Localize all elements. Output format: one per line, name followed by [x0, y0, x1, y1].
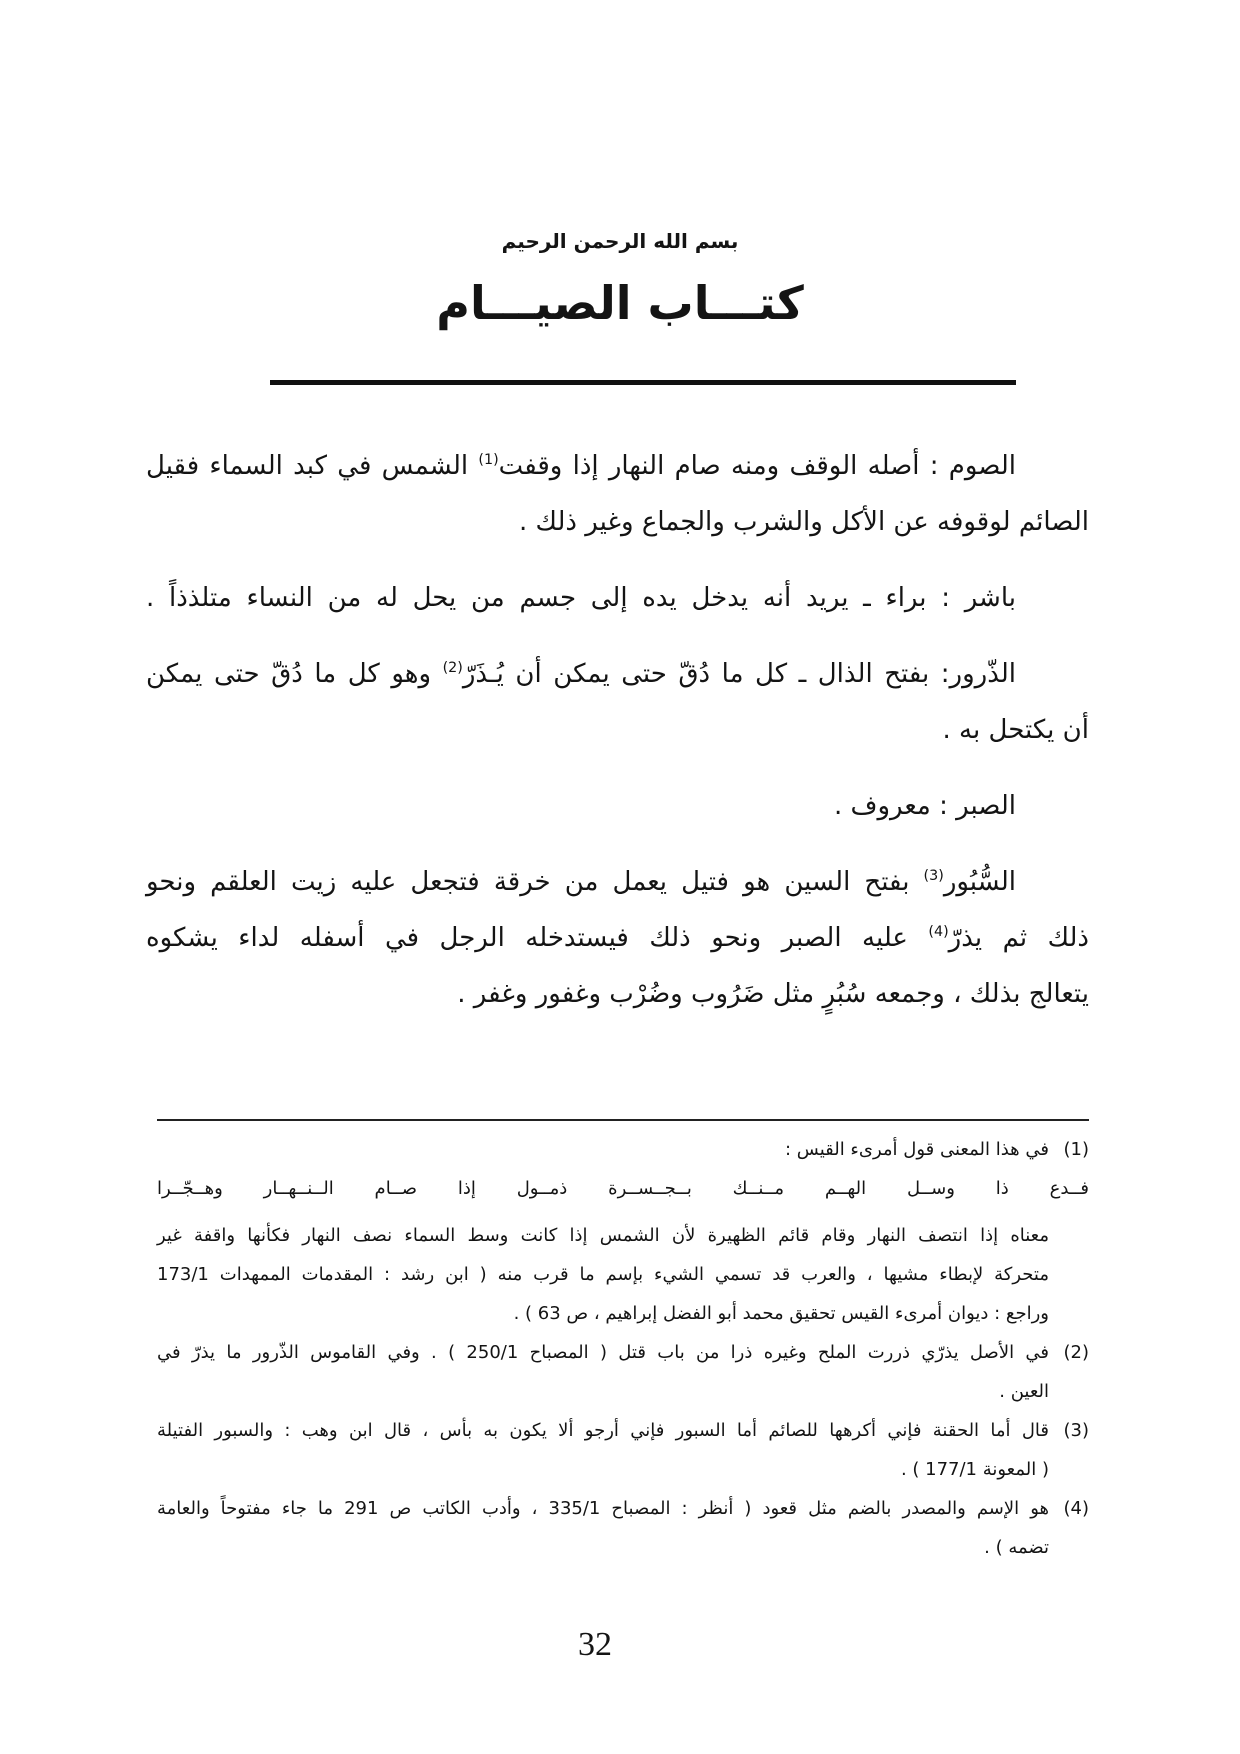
basmala: بسم الله الرحمن الرحيم [501, 229, 739, 253]
text-segment: الشمس في كبد السماء فقيل [146, 451, 479, 481]
footnote-row [157, 1489, 1089, 1567]
text-line: الصبر : معروف . [833, 791, 1016, 821]
footnote-1 [157, 1130, 1089, 1333]
footnote-ref: (1) [478, 452, 499, 468]
footnote-line: في هذا المعنى قول أمرىء القيس : [784, 1139, 1049, 1160]
footnote-row [157, 1411, 1089, 1489]
text-line: باشر : براء ـ يريد أنه يدخل يده إلى جسم من يحل له من النساء متلذذاً . [146, 583, 1016, 613]
footnote-4 [157, 1489, 1089, 1567]
text-segment: الصوم : أصله الوقف ومنه صام النهار إذا وقفت [498, 451, 1016, 481]
footnote-line: العين . [999, 1381, 1049, 1402]
footnote-number: (2) [1063, 1342, 1089, 1363]
page-number: 32 [578, 1626, 612, 1663]
footnote-line: متحركة لإبطاء مشيها ، والعرب قد تسمي الشيء بإسم ما قرب منه ( ابن رشد : المقدمات الممهدات 173/1 [157, 1264, 1049, 1285]
text-segment: السُّبُور [943, 867, 1016, 897]
text-line: الصائم لوقوفه عن الأكل والشرب والجماع وغير ذلك . [519, 507, 1089, 537]
text-line [146, 854, 1089, 910]
text-line: يتعالج بذلك ، وجمعه سُبُرٍ مثل ضَرُوب وضُرْب وغفور وغفر . [457, 979, 1089, 1009]
footnote-2 [157, 1333, 1089, 1411]
text-line [146, 646, 1089, 702]
text-segment: الذّرور: بفتح الذال ـ كل ما دُقّ حتى يمكن أن يُـذَرّ [462, 659, 1016, 689]
footnote-line: في الأصل يذرّي ذررت الملح وغيره ذرا من باب قتل ( المصباح 250/1 ) . وفي القاموس الذّرور ما يذرّ في [157, 1342, 1049, 1363]
text-segment: بفتح السين هو فتيل يعمل من خرقة فتجعل عليه زيت العلقم ونحو [146, 867, 924, 897]
paragraph-sawm [146, 438, 1089, 550]
footnote-line: قال أما الحقنة فإني أكرهها للصائم أما السبور فإني أرجو ألا يكون به بأس ، قال ابن وهب : والسبور الفتيلة [157, 1420, 1049, 1441]
footnote-row [157, 1130, 1089, 1169]
paragraph-dharur [146, 646, 1089, 758]
paragraph-subur [146, 854, 1089, 1022]
footnote-3 [157, 1411, 1089, 1489]
footnote-row [157, 1333, 1089, 1411]
footnote-line: معناه إذا انتصف النهار وقام قائم الظهيرة لأن الشمس إذا كانت وسط السماء نصف النهار فكأنها واقفة غير [157, 1225, 1049, 1246]
footnote-text [157, 1130, 1049, 1169]
footnote-text [157, 1333, 1049, 1411]
text-segment: عليه الصبر ونحو ذلك فيستدخله الرجل في أسفله لداء يشكوه [146, 923, 929, 953]
paragraph-bashar [146, 570, 1089, 626]
footnote-ref: (4) [928, 924, 949, 940]
footnote-number: (1) [1063, 1139, 1089, 1160]
text-line: أن يكتحل به . [942, 715, 1089, 745]
footnote-ref: (2) [442, 660, 463, 676]
main-text [146, 438, 1089, 1022]
text-line [146, 438, 1089, 494]
footnote-number: (3) [1063, 1420, 1089, 1441]
footnote-text [157, 1489, 1049, 1567]
title-rule [270, 380, 1016, 385]
text-segment: وهو كل ما دُقّ حتى يمكن [146, 659, 443, 689]
footnote-separator [157, 1119, 1089, 1121]
footnote-line: وراجع : ديوان أمرىء القيس تحقيق محمد أبو الفضل إبراهيم ، ص 63 ) . [513, 1303, 1049, 1324]
poetry-verse: فــدع ذا وســل الهــم مــنــك بــجــســرة ذمــول إذا صــام الــنــهــار وهــجّــرا [157, 1178, 1089, 1199]
chapter-title: كتـــاب الصيـــام [436, 276, 804, 330]
text-segment: ذلك ثم يذرّ [948, 923, 1090, 953]
footnote-text [157, 1216, 1089, 1333]
footnote-line: هو الإسم والمصدر بالضم مثل قعود ( أنظر : المصباح 335/1 ، وأدب الكاتب ص 291 ما جاء مفتوحاً والعامة [157, 1498, 1049, 1519]
footnote-ref: (3) [923, 868, 944, 884]
footnote-text [157, 1411, 1049, 1489]
footnote-number: (4) [1063, 1498, 1089, 1519]
footnote-line: ( المعونة 177/1 ) . [900, 1459, 1049, 1480]
paragraph-sabr [146, 778, 1089, 834]
text-line [146, 910, 1089, 966]
footnote-line: تضمه ) . [984, 1537, 1049, 1558]
footnotes [157, 1130, 1089, 1567]
